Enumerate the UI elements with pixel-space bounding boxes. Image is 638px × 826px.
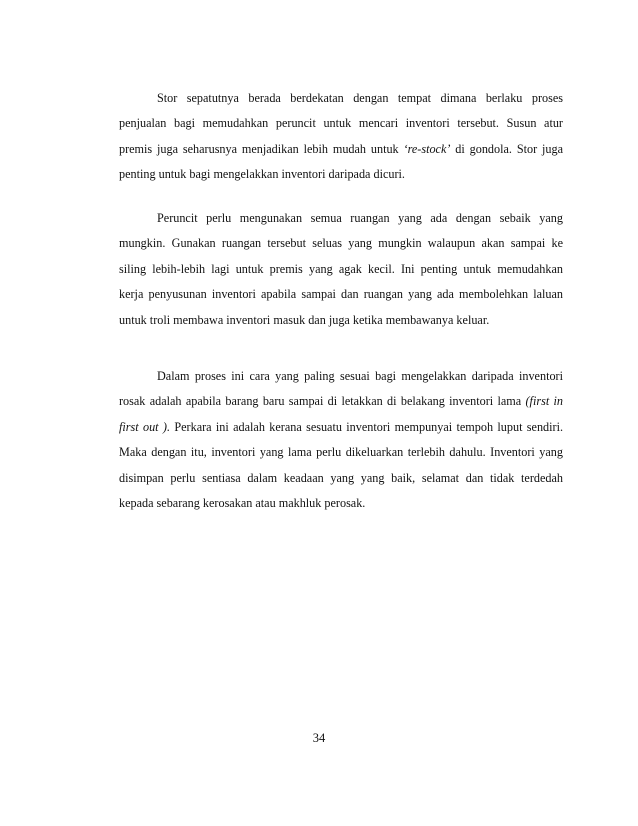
paragraph-line: penting untuk bagi mengelakkan inventori daripada dicuri. <box>119 167 405 182</box>
paragraph-line <box>119 389 563 414</box>
paragraph-line: penjualan bagi memudahkan peruncit untuk mencari inventori tersebut. Susun atur <box>119 116 563 131</box>
paragraph-line <box>119 137 563 162</box>
paragraph-line: Stor sepatutnya berada berdekatan dengan tempat dimana berlaku proses <box>157 91 563 105</box>
paragraph-line: untuk troli membawa inventori masuk dan juga ketika membawanya keluar. <box>119 312 490 327</box>
paragraph-line: kerja penyusunan inventori apabila sampai dan ruangan yang ada membolehkan laluan <box>119 287 563 302</box>
line-text: di gondola. Stor juga <box>450 141 563 156</box>
paragraph-line: Peruncit perlu mengunakan semua ruangan yang ada dengan sebaik yang <box>157 211 563 225</box>
page-number: 34 <box>312 731 326 745</box>
italic-term: ‘re-stock’ <box>403 141 451 156</box>
line-text: premis juga seharusnya menjadikan lebih mudah untuk <box>119 141 404 156</box>
paragraph-line: mungkin. Gunakan ruangan tersebut seluas yang mungkin walaupun akan sampai ke <box>119 236 563 251</box>
line-text: rosak adalah apabila barang baru sampai di letakkan di belakang inventori lama <box>119 394 526 409</box>
paragraph-line <box>119 415 563 440</box>
italic-term: first out ). <box>119 419 171 434</box>
paragraph-store-location <box>119 86 563 188</box>
paragraph-line: Maka dengan itu, inventori yang lama perlu dikeluarkan terlebih dahulu. Inventori yang <box>119 445 563 460</box>
paragraph-line: Dalam proses ini cara yang paling sesuai bagi mengelakkan daripada inventori <box>157 369 563 383</box>
paragraph-space-usage <box>119 206 563 333</box>
line-text: Perkara ini adalah kerana sesuatu inventori mempunyai tempoh luput sendiri. <box>174 419 564 434</box>
paragraph-line: kepada sebarang kerosakan atau makhluk perosak. <box>119 496 366 511</box>
paragraph-line: siling lebih-lebih lagi untuk premis yang agak kecil. Ini penting untuk memudahkan <box>119 261 563 276</box>
paragraph-line: disimpan perlu sentiasa dalam keadaan yang yang baik, selamat dan tidak terdedah <box>119 470 563 485</box>
italic-term: (first in <box>525 394 564 409</box>
paragraph-fifo <box>119 364 563 516</box>
